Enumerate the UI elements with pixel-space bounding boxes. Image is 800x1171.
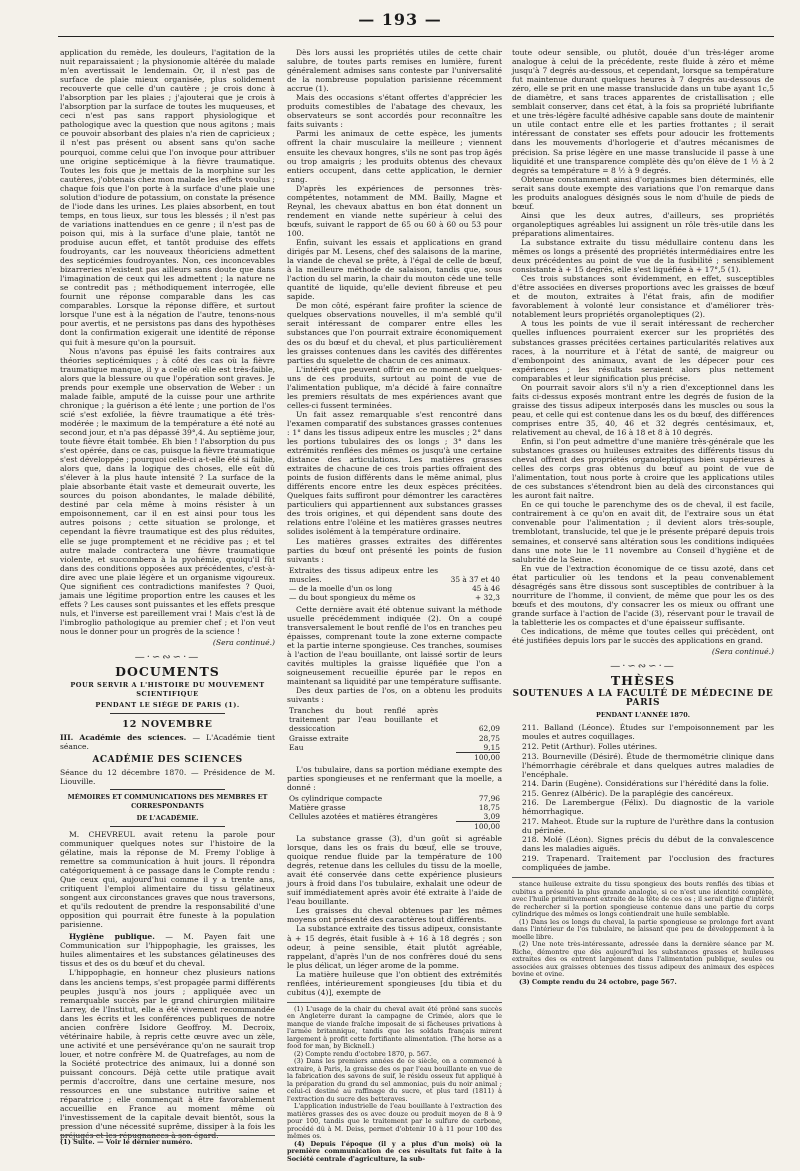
- table-cell: 9,15: [483, 742, 500, 752]
- table-row: [287, 821, 502, 831]
- theses-subheading: SOUTENUES A LA FACULTÉ DE MÉDECINE DE PARIS: [512, 689, 774, 709]
- section-number: III.: [60, 733, 74, 743]
- footnote: (4) Depuis l'époque (il y a plus d'un mois) où la première communication de ces résultats fut faite à la Société centrale d'agriculture, la sub-: [287, 1139, 502, 1163]
- footnote: (1) Dans les os longs du cheval, la partie spongieuse se prolonge fort avant dans l'intérieur de l'os tubulaire, ne laissant que peu de développement à la moelle libre.: [512, 917, 774, 941]
- paragraph: application du remède, les douleurs, l'agitation de la nuit reparaissaient ; la physionomie altérée du malade m'en avertissait le lendemain. Or, il n'est pas de surface de plaie mieux organisée, plus solidement recouverte que celle d'un cautère ; je crois donc à l'absorption par les plaies ; j'ajouterai que je crois à l'absorption par la surface de toutes les muqueuses, et ceci n'est pas sans rapport physiologique et pathologique avec la question que nous agitons ; mais ce pouvoir absorbant des plaies n'a rien de capricieux ; il n'est pas présent ou absent sans qu'on sache pourquoi, comme celui que l'on invoque pour attribuer une origine septicémique à la fièvre traumatique. Toutes les fois que je mettais de la morphine sur les cautères, j'obtenais chez mon malade les effets voulus ; chaque fois que l'on porte à la surface d'une plaie une solution d'iodure de potassium, on constate la présence de l'iode dans les urines. Les plaies absorbent, en tout temps, en tous lieux, sur tous les blessés ; il n'est pas de variations inattendues en ce genre ; il n'est pas de poison qui, mis à la surface d'une plaie, tantôt ne produise aucun effet, et tantôt produise des effets foudroyants, car les nouveaux théoriciens admettent des septicémies foudroyantes. Non, ces inconcevables bizarreries n'existent pas ailleurs sans doute que dans l'imagination de ceux qui les admettent ; la nature ne se contredit pas ; méthodiquement interrogée, elle fournit une réponse comparable dans les cas comparables. Lorsque la réponse diffère, et surtout lorsque l'une est à la négation de l'autre, tenons-nous pour avertis, et ne persistons pas dans des hypothèses dont la confirmation exigerait une identité de réponse qui fuit à mesure qu'on la poursuit.: [60, 48, 275, 347]
- footnote: stance huileuse extraite du tissu spongieux des bouts renflés des tibias et cubitus a présenté la plus grande analogie, si ce n'est une identité complète, avec l'huile primitivement extraite de la tête de ces os ; il serait digne d'intérêt de rechercher si la portion spongieuse contenue dans une partie du corps cylindrique des mêmes os longs contiendrait une huile semblable.: [512, 880, 774, 919]
- footnote: L'application industrielle de l'eau bouillante à l'extraction des matières grasses des os avec douze ou produit moyen de 8 à 9 pour 100, tandis que le traitement par le sulfure de carbone, procédé dû à M. Deiss, permet d'obtenir 10 à 11 pour 100 des mêmes os.: [287, 1102, 502, 1141]
- paragraph: Cette dernière avait été obtenue suivant la méthode usuelle précédemment indiquée (2). On a coupé transversalement le bout renflé de l'os en tranches peu épaisses, comprenant toute la zone externe compacte et la partie interne spongieuse. Ces tranches, soumises à l'action de l'eau bouillante, ont laissé sortir de leurs cavités multiples la graisse liquéfiée que l'on a soigneusement recueillie épurée par le repos en maintenant sa liquidité par une température suffisante.: [287, 604, 502, 687]
- table-cell: — de la moelle d'un os long: [289, 583, 393, 593]
- section-subheading: PENDANT LE SIÉGE DE PARIS (1).: [95, 701, 240, 710]
- list-item: 216. De Larembergue (Félix). Du diagnostic de la variole hémorrhagique.: [522, 798, 774, 817]
- table-row: [287, 752, 502, 762]
- paragraph: Obtenue constamment ainsi d'organismes bien déterminés, elle serait sans doute exempte des variations que l'on remarque dans les produits analogues désignés sous le nom d'huile de pieds de bœuf.: [512, 174, 774, 211]
- table-cell: Os cylindrique compacte: [289, 793, 383, 803]
- paragraph: En vue de l'extraction économique de ce tissu azoté, dans cet état particulier où les tendons et la peau convenablement désagrégés sans être dissous sont susceptibles de contribuer à la nourriture de l'homme, il convient, de même que pour les os des bœufs et des moutons, d'y consacrer les os mieux ou offrant une grande surface à l'action de l'acide (3), réservant pour le travail de la tabletterie les os compactes et d'une épaisseur suffisante.: [512, 563, 774, 627]
- paragraph: Mais des occasions s'étant offertes d'apprécier les produits comestibles de l'abatage des chevaux, les observateurs se sont accordés pour reconnaître les faits suivants :: [287, 93, 502, 130]
- theses-list: [512, 723, 774, 872]
- divider: [110, 789, 225, 790]
- table-row: [287, 584, 502, 593]
- paragraph: La substance extraite des tissus adipeux, consistante à + 15 degrés, était fusible à + 16 à 18 degrés ; son odeur, à peine sensible, était plutôt agréable, rappelant, d'après l'un de nos confrères doué du sens le plus délicat, un léger arome de la pomme.: [287, 924, 502, 970]
- paragraph: La matière huileuse que l'on obtient des extrémités renflées, intérieurement spongieuses [du tibia et du cubitus (4)], exempte de: [287, 969, 502, 997]
- footnote: (1) Suite. — Voir le dernier numéro.: [60, 1135, 275, 1146]
- table-cell: — du bout spongieux du même os: [289, 592, 416, 602]
- hygiene-title: Hygiène publique.: [69, 932, 155, 942]
- date-heading: 12 NOVEMBRE: [122, 719, 213, 731]
- table-row: [287, 734, 502, 743]
- hygiene-text: — M. Payen fait une Communication sur l'hippophagie, les graisses, les huiles alimentaires et les substances gélatineuses des tissus et des os du bœuf et du cheval.: [60, 932, 275, 969]
- table-cell: [287, 752, 440, 762]
- table-cell: + 32,3: [475, 592, 500, 602]
- list-item: 213. Bourneville (Désiré). Étude de thermométrie clinique dans l'hémorrhagie cérébrale et dans quelques autres maladies de l'encéphale.: [522, 751, 774, 779]
- paragraph: Les graisses du cheval obtenues par les mêmes moyens ont présenté des caractères tout différents.: [287, 906, 502, 925]
- table-cell: 77,96: [478, 793, 500, 803]
- memoires-heading: DE L'ACADÉMIE.: [136, 813, 199, 822]
- table-cell: [440, 821, 502, 831]
- continued-note: (Sera continué.): [711, 647, 774, 657]
- table-cell: 28,75: [478, 733, 500, 743]
- table-row: [287, 566, 502, 584]
- list-item: 211. Balland (Léonce). Études sur l'empoisonnement par les moules et autres coquillages.: [522, 723, 774, 742]
- table-row: [287, 803, 502, 812]
- tubulaire-table: [287, 794, 502, 831]
- footnote: (1) L'usage de la chair du cheval avait été prôné sans succès en Angleterre durant la campagne de Crimée, alors que le manque de viande fraîche imposait de si fâcheuses privations à l'armée britannique, tandis que les soldats français mirent largement à profit cette fortifiante alimentation. (The horse as a food for man, by Bicknell.): [287, 1004, 502, 1051]
- list-item: 212. Petit (Arthur). Folles utérines.: [522, 741, 658, 751]
- section-heading-documents: DOCUMENTS: [115, 664, 220, 680]
- footnote: (2) Compte rendu d'octobre 1870, p. 567.: [294, 1049, 432, 1058]
- table-cell: 3,09: [483, 811, 500, 821]
- paragraph: Dès lors aussi les propriétés utiles de cette chair salubre, de toutes parts remises en lumière, furent généralement admises sans conteste par l'universalité de la nombreuse population parisienne récemment accrue (1).: [287, 48, 502, 94]
- theses-year: PENDANT L'ANNÉE 1870.: [596, 711, 690, 720]
- table-cell: Matière grasse: [289, 802, 346, 812]
- paragraph: Un fait assez remarquable s'est rencontré dans l'examen comparatif des substances grasses contenues : 1° dans les tissus adipeux entre les muscles ; 2° dans les portions tubulaires des os longs ; 3° dans les extrémités renflées des mêmes os jusqu'à une certaine distance des articulations. Les matières grasses extraites de chacune de ces trois parties offraient des points de fusion différents dans le même animal, plus différents encore entre les deux espèces précitées. Quelques faits suffiront pour démontrer les caractères particuliers qui appartiennent aux substances grasses des trois origines, et qui dépendent sans doute des relations entre l'oléine et les matières grasses neutres solides isolément à la température ordinaire.: [287, 409, 502, 537]
- paragraph: De mon côté, espérant faire profiter la science de quelques observations nouvelles, il m'a semblé qu'il serait intéressant de comparer entre elles les substances que l'on pourrait extraire économiquement des os du bœuf et du cheval, et plus particulièrement les graisses contenues dans les cavités des différentes parties du squelette de chacun de ces animaux.: [287, 301, 502, 365]
- table-row: [287, 812, 502, 821]
- hygiene-line: [60, 932, 275, 968]
- list-item: 214. Darin (Eugène). Considérations sur l'hérédité dans la folie.: [522, 779, 769, 789]
- footnotes: [287, 1002, 502, 1164]
- footnote: (2) Une note très-intéressante, adressée dans la dernière séance par M. Riche, démontre que dès aujourd'hui les substances grasses et huileuses extraites des os entrent largement dans l'alimentation publique, seules ou associées aux graisses obtenues des tissus adipeux des animaux des espèces bovine et ovine.: [512, 940, 774, 979]
- paragraph: La substance grasse (3), d'un goût si agréable lorsque, dans les os frais du bœuf, elle se trouve, quoique rendue fluide par la température de 100 degrés, retenue dans les cellules du tissu de la moelle, avait été conservée dans cette expérience plusieurs jours à froid dans l'os tubulaire, exhalait une odeur de suif immédiatement après avoir été extraite à l'aide de l'eau bouillante.: [287, 833, 502, 907]
- table-row: [287, 593, 502, 602]
- paragraph: toute odeur sensible, ou plutôt, douée d'un très-léger arome analogue à celui de la précédente, reste fluide à zéro et même jusqu'à 7 degrés au-dessous, et cependant, lorsque sa température fut maintenue durant quelques heures à 7 degrés au-dessous de zéro, elle se prit en une masse translucide dans un tube ayant 1c,5 de diamètre, et sans traces apparentes de cristallisation ; elle semblait conserver, dans cet état, à la fois sa propriété lubrifiante et une très-légère faculté adhésive capable sans doute de maintenir un utile contact entre elle et les parties frottantes ; il serait intéressant de constater ses effets pour adoucir les frottements dans les mouvements d'horlogerie et d'autres mécanismes de précision. Sa prise légère en une masse translucide il passe à une liquidité et une transparence complète dès qu'on élève de 1 ½ à 2 degrés sa température = 8 ½ à 9 degrés.: [512, 48, 774, 175]
- paragraph: La substance extraite du tissu médullaire contenu dans les mêmes os longs a présenté des propriétés intermédiaires entre les deux précédentes au point de vue de la fusibilité ; sensiblement consistante à + 15 degrés, elle s'est liquéfiée à + 17°,5 (1).: [512, 237, 774, 275]
- section-subheading: POUR SERVIR A L'HISTOIRE DU MOUVEMENT SCIENTIFIQUE: [70, 681, 265, 699]
- table-total: 100,00: [456, 752, 500, 762]
- table-cell: Eau: [289, 742, 304, 752]
- products-table: [287, 706, 502, 761]
- section-rest: — L'Académie tient séance.: [60, 733, 276, 752]
- footnotes: [512, 877, 774, 986]
- ornament-divider: —·∽∾∽·—: [610, 661, 676, 673]
- paragraph-hippophagie: L'hippophagie, en honneur chez plusieurs nations dans les anciens temps, s'est propagée parmi différents peuples jusqu'à nos jours ; appliquée avec un remarquable succès par le grand chirurgien militaire Larrey, de l'Institut, elle a été vivement recommandée dans les écrits et les conférences publiques de notre ancien confrère Isidore Geoffroy. M. Decroix, vétérinaire habile, à repris cette œuvre avec un zèle, une activité et une persévérance qu'on ne saurait trop louer, et notre confrère M. de Quatrefages, au nom de la Société protectrice des animaux, lui a donné son puissant concours. Déjà cette utile pratique avait permis d'accroître, dans une certaine mesure, nos ressources en une substance nutritive saine et réparatrice ; elle commençait à être favorablement accueillie en France au moment même où l'investissement de la capitale devait bientôt, sous la pression d'une nécessité suprême, dissiper à la fois les préjugés et les répugnances à son égard.: [60, 968, 275, 1141]
- table-cell: [287, 821, 440, 831]
- table-cell: 62,09: [478, 724, 500, 734]
- column-2: [287, 48, 502, 1163]
- seance-line: Séance du 12 décembre 1870. — Présidence de M. Liouville.: [60, 767, 275, 786]
- list-item: 219. Trapenard. Traitement par l'occlusion des fractures compliquées de jambe.: [522, 854, 774, 873]
- column-1: [60, 48, 275, 1158]
- divider: [110, 826, 225, 827]
- ornament-divider: —·∽∾∽·—: [134, 652, 201, 664]
- paragraph: On pourrait savoir alors s'il n'y a rien d'exceptionnel dans les faits ci-dessus exposés montrant entre les degrés de fusion de la graisse des tissus adipeux interposés dans les muscles ou sous la peau, et celle qui est contenue dans les os du bœuf, des différences comprises entre 35, 40, 46 et 32 degrés centésimaux, et, relativement au cheval, de 16 à 18 et 8 à 10 degrés.: [512, 382, 774, 437]
- paragraph: Enfin, suivant les essais et applications en grand dirigés par M. Lesens, chef des salaisons de la marine, la viande de cheval se prête, à l'égal de celle de bœuf, à la meilleure méthode de salaison, tandis que, sous l'action du sel marin, la chair du mouton cède une telle quantité de liquide, qu'elle devient fibreuse et peu sapide.: [287, 237, 502, 302]
- paragraph: L'intérêt que peuvent offrir en ce moment quelques-uns de ces produits, surtout au point de vue de l'alimentation publique, m'a décidé à faire connaître les premiers résultats de mes expériences avant que celles-ci fussent terminées.: [287, 364, 502, 410]
- memoires-heading: MÉMOIRES ET COMMUNICATIONS DES MEMBRES ET CORRESPONDANTS: [67, 792, 268, 810]
- table-row: [287, 743, 502, 752]
- paragraph: Enfin, si l'on peut admettre d'une manière très-générale que les substances grasses ou huileuses extraites des différents tissus du cheval offrent des propriétés organoleptiques bien supérieures à celles des corps gras obtenus du bœuf au point de vue de l'alimentation, tout nous porte à croire que les applications utiles de ces substances s'étendront bien au delà des circonstances qui les auront fait naître.: [512, 437, 774, 501]
- academie-heading: ACADÉMIE DES SCIENCES: [92, 755, 243, 766]
- paragraph-chevreul: M. CHEVREUL avait retenu la parole pour communiquer quelques notes sur l'histoire de la gélatine, mais la réponse de M. Fremy l'oblige à remettre sa communication à huit jours. Il répondra catégoriquement à ce passage dans le Compte rendu : Que ceux qui, aujourd'hui comme il y a trente ans, critiquent l'emploi alimentaire du tissu gélatineux songent aux circonstances graves que nous traversons, et qu'ils redoutent de prendre la responsabilité d'une opposition qui pourrait être funeste à la population parisienne.: [60, 829, 275, 930]
- fusion-table: [287, 566, 502, 602]
- paragraph: Des deux parties de l'os, on a obtenu les produits suivants :: [287, 686, 502, 705]
- table-cell: Extraites des tissus adipeux entre les muscles.: [289, 565, 438, 584]
- section-title: Académie des sciences.: [79, 733, 187, 743]
- paragraph: L'os tubulaire, dans sa portion médiane exempte des parties spongieuses et ne renfermant que la moelle, a donné :: [287, 764, 502, 792]
- paragraph: Nous n'avons pas épuisé les faits contraires aux théories septicémiques ; à côté des cas où la fièvre traumatique manque, il y a celle où elle est très-faible, alors que la blessure ou que l'opération sont graves. Je prends pour exemple une observation de Weber : un malade faible, amputé de la cuisse pour une arthrite chronique ; la guérison a été lente ; une portion de l'os scié s'est exfoliée, la fièvre traumatique a été très-modérée ; le maximum de la température a été noté au second jour, et n'a pas dépassé 39°,4. Au septième jour, toute fièvre était tombée. Eh bien ! l'absorption du pus s'est opérée, dans ce cas, puisque la fièvre traumatique s'est développée ; pourquoi celle-ci a-t-elle été si faible, alors que, dans la logique des choses, elle eût dû s'élever à la plus haute intensité ? La surface de la plaie absorbante était vaste et demeurait ouverte, les sources du poison abondantes, le malade débilité, destiné par cela même à moins résister à un empoisonnement, car il en est ainsi pour tous les autres poisons ; cette situation se prolonge, et cependant la fièvre traumatique est des plus réduites, elle se juge promptement et ne récidive pas ; et tel autre malade contractera une fièvre traumatique violente, et succombera à la pyohémie, quoiqu'il fût dans des conditions opposées aux précédentes, c'est-à-dire avec une plaie légère et un organisme vigoureux. Que signifient ces contradictions manifestes ? Quoi, jamais une légitime proportion entre les causes et les effets ? Les causes sont puissantes et les effets presque nuls, et l'inverse est pareillement vrai ! Mais c'est là de l'imbroglio pathologique au premier chef ; et l'on veut nous le donner pour un progrès de la science !: [60, 346, 275, 636]
- table-row: [287, 794, 502, 803]
- list-item: 217. Maheot. Étude sur la rupture de l'urèthre dans la contusion du périnée.: [522, 816, 774, 835]
- paragraph: Ainsi que les deux autres, d'ailleurs, ses propriétés organoleptiques agréables lui assignent un rôle très-utile dans les préparations alimentaires.: [512, 210, 774, 238]
- paragraph: Les matières grasses extraites des différentes parties du bœuf ont présenté les points de fusion suivants :: [287, 536, 502, 564]
- table-cell: [440, 752, 502, 762]
- page-number: — 193 —: [358, 10, 442, 29]
- table-cell: Graisse extraite: [289, 733, 349, 743]
- table-cell: Tranches du bout renflé après traitement par l'eau bouillante et dessiccation: [289, 706, 438, 734]
- continued-note: (Sera continué.): [212, 638, 275, 648]
- footnote: (3) Compte rendu du 24 octobre, page 567.: [519, 977, 677, 986]
- paragraph: En ce qui touche le parenchyme des os de cheval, il est facile, contrairement à ce qu'on en avait dit, de l'extraire sous un état convenable pour l'alimentation ; il devient alors très-souple, tremblotant, translucide, tel que je le présente préparé depuis trois semaines, et conservé sans altération sous les conditions indiquées dans une note lue le 11 novembre au Conseil d'hygiène et de salubrité de la Seine.: [512, 500, 774, 564]
- list-item: 215. Genrez (Albéric). De la paraplégie des cancéreux.: [522, 788, 734, 798]
- table-cell: 45 à 46: [472, 583, 500, 593]
- table-cell: Cellules azotées et matières étrangères: [289, 811, 438, 821]
- divider: [110, 713, 225, 714]
- table-row: [287, 706, 502, 733]
- column-3: [512, 48, 774, 1158]
- section-line: [60, 733, 275, 751]
- table-cell: 35 à 37 et 40: [450, 574, 500, 584]
- footnote: (3) Dans les premiers années de ce siècle, on a commencé à extraire, à Paris, la graisse des os par l'eau bouillante en vue de la fabrication des savons de suif, le résidu osseux fut appliqué à la préparation du grand du sel ammoniac, puis du noir animal ; celui-ci destiné au raffinage du sucre, et plus tard (1811) à l'extraction du sucre des betteraves.: [287, 1057, 502, 1103]
- paragraph: Ces trois substances sont évidemment, en effet, susceptibles d'être associées en diverses proportions avec les graisses de bœuf et de mouton, extraites à l'état frais, afin de modifier favorablement à volonté leur consistance et d'améliorer très-notablement leurs propriétés organoleptiques (2).: [512, 274, 774, 320]
- paragraph: Ces indications, de même que toutes celles qui précèdent, ont été justifiées depuis lors par le succès des applications en grand.: [512, 627, 774, 646]
- header-rule: [58, 36, 774, 37]
- section-heading-theses: THÈSES: [610, 673, 676, 689]
- table-total: 100,00: [456, 821, 500, 831]
- page-header: [0, 0, 800, 44]
- paragraph: D'après les expériences de personnes très-compétentes, notamment de MM. Bailly, Magne et Reynal, les chevaux abattus en bon état donnent un rendement en viande nette supérieur à celui des bœufs, suivant le rapport de 65 ou 60 à 60 ou 53 pour 100.: [287, 183, 502, 238]
- paragraph: Parmi les animaux de cette espèce, les juments offrent la chair musculaire la meilleure ; viennent ensuite les chevaux hongres, s'ils ne sont pas trop âgés ou trop amaigris ; les produits obtenus des chevaux entiers occupent, dans cette application, le dernier rang.: [287, 129, 502, 184]
- table-cell: 18,75: [478, 802, 500, 812]
- paragraph: A tous les points de vue il serait intéressant de rechercher quelles influences pourraient exercer sur les propriétés des substances grasses précitées certaines particularités relatives aux races, à la nourriture et à l'état de santé, de maigreur ou d'embonpoint des animaux, avant de les dépecer pour ces expériences ; les résultats seraient alors plus nettement comparables et leur signification plus précise.: [512, 319, 774, 383]
- list-item: 218. Molé (Léon). Signes précis du début de la convalescence dans les maladies aiguës.: [522, 835, 774, 854]
